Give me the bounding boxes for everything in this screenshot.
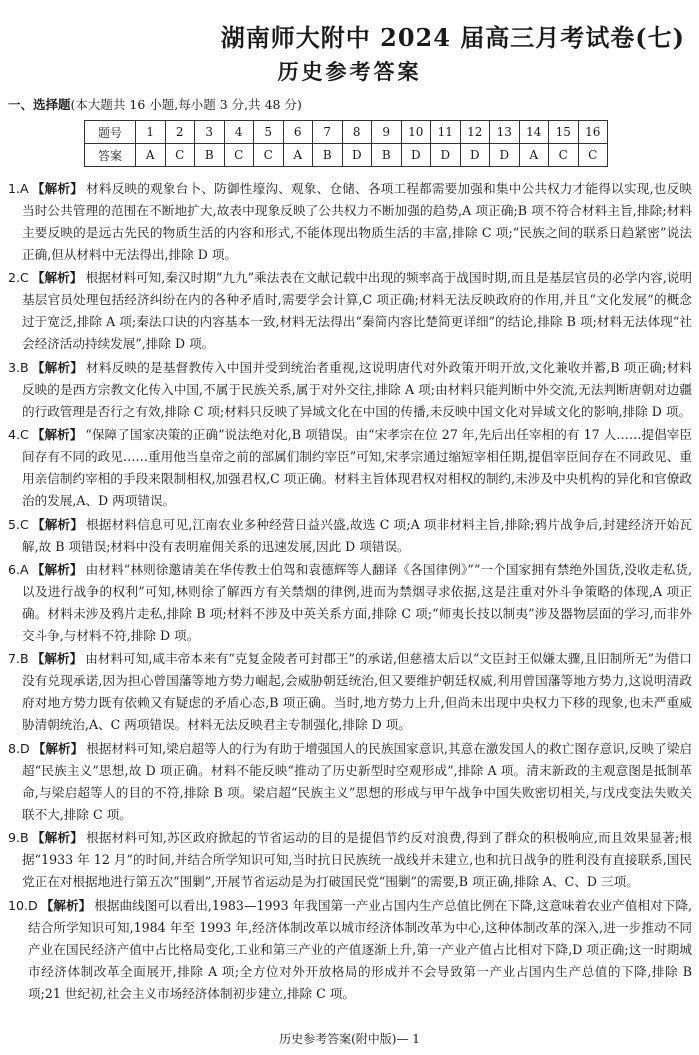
analysis-tag: 【解析】 bbox=[31, 359, 84, 375]
analysis-tag: 【解析】 bbox=[31, 651, 83, 667]
table-cell-answer: A bbox=[283, 144, 313, 167]
table-cell-answer: C bbox=[224, 144, 254, 167]
table-cell-answer: D bbox=[342, 144, 372, 167]
item-text: 根据材料可知,梁启超等人的行为有助于增强国人的民族国家意识,其意在激发国人的救亡图存意识,反映了梁启超“民族主义”思想,故 D 项正确。材料不能反映“推动了历史新型时空观形成”,排除 A 项。清末新政的主观意图是抵制革命,与梁启超等人的目的不符,排除 B 项。梁启超“民族主义”思想的形成与甲午战争中国失败密切相关,与戊戌变法失败关联不大,排除 C 项。 bbox=[22, 740, 692, 822]
list-item bbox=[8, 424, 692, 512]
item-text: 根据材料信息可见,江南农业多种经营日益兴盛,故选 C 项;A 项非材料主旨,排除;鸦片战争后,封建经济开始瓦解,故 B 项错误;材料中没有表明雇佣关系的迅速发展,因此 D 项错误。 bbox=[22, 516, 692, 554]
table-cell-answer: D bbox=[490, 144, 520, 167]
analysis-tag: 【解析】 bbox=[40, 897, 92, 913]
table-cell-number: 11 bbox=[431, 121, 461, 144]
table-cell-number: 5 bbox=[254, 121, 284, 144]
table-cell-answer: B bbox=[195, 144, 225, 167]
item-number: 9.B bbox=[8, 830, 29, 846]
page-title: 历史参考答案 bbox=[277, 59, 422, 84]
item-number: 10.D bbox=[8, 897, 38, 913]
item-text: 根据材料可知,苏区政府掀起的节省运动的目的是提倡节约反对浪费,得到了群众的积极响应,而且效果显著;根据“1933 年 12 月”的时间,并结合所学知识可知,当时抗日民族统一战线并未建立,也和抗日战争的胜利没有直接联系,国民党正在对根据地进行第五次“围剿”,开展节省运动是为打破国民党“围剿”的需要,B 项正确,排除 A、C、D 三项。 bbox=[22, 830, 692, 890]
table-cell-answer: D bbox=[401, 144, 431, 167]
item-number: 7.B bbox=[8, 651, 29, 667]
item-text: 材料反映的是基督教传入中国并受到统治者重视,这说明唐代对外政策开明开放,文化兼收并蓄,B 项正确;材料反映的是西方宗教文化传入中国,不属于民族关系,属于对外交往,排除 A 项;由材料只能判断中外交流,无法判断唐朝对边疆的行政管理是否行之有效,排除 C 项;材料只反映了异域文化在中国的传播,未反映中国文化对异域文化的影响,排除 D 项。 bbox=[22, 359, 692, 419]
table-cell-answer: B bbox=[372, 144, 402, 167]
analysis-tag: 【解析】 bbox=[31, 427, 83, 443]
item-text: 由材料可知,咸丰帝本来有“克复金陵者可封郡王”的承诺,但慈禧太后以“文臣封王似嫌太骤,且旧制所无”为借口没有兑现承诺,因为担心曾国藩等地方势力崛起,会威胁朝廷统治,但又要维护朝廷权威,利用曾国藩等地方势力,这说明清政府对地方势力既有依赖又有疑虑的矛盾心态,B 项正确。当时,地方势力上升,但尚未出现中央权力下移的现象,也未严重威胁清朝统治,A、C 两项错误。材料无法反映君主专制强化,排除 D 项。 bbox=[22, 651, 693, 733]
section-heading bbox=[8, 95, 302, 113]
item-number: 2.C bbox=[8, 270, 29, 286]
table-cell-number: 14 bbox=[519, 121, 549, 144]
table-cell-answer: D bbox=[460, 144, 490, 167]
analysis-tag: 【解析】 bbox=[31, 561, 83, 577]
table-cell-answer: C bbox=[578, 144, 608, 167]
list-item bbox=[8, 267, 692, 355]
table-cell-number: 12 bbox=[460, 121, 490, 144]
table-cell-number: 2 bbox=[165, 121, 195, 144]
item-number: 3.B bbox=[8, 359, 29, 375]
table-cell-answer: D bbox=[431, 144, 461, 167]
answer-table bbox=[84, 120, 608, 167]
table-cell-number: 9 bbox=[372, 121, 402, 144]
list-item bbox=[8, 178, 692, 266]
item-number: 5.C bbox=[8, 516, 29, 532]
list-item bbox=[8, 559, 692, 647]
item-number: 6.A bbox=[8, 561, 29, 577]
row-label-question: 题号 bbox=[85, 121, 136, 144]
table-cell-answer: B bbox=[313, 144, 343, 167]
analysis-tag: 【解析】 bbox=[31, 516, 84, 532]
analysis-tag: 【解析】 bbox=[31, 830, 84, 846]
analysis-tag: 【解析】 bbox=[31, 181, 84, 196]
table-cell-number: 1 bbox=[136, 121, 166, 144]
list-item bbox=[8, 827, 692, 893]
item-text: “保障了国家决策的正确”说法绝对化,B 项错误。由“宋孝宗在位 27 年,先后出任宰相的有 17 人……提倡宰臣间存有不同的政见……重用他当皇帝之前的部属们制约宰臣”可知,宋孝宗通过缩短宰相任期,提倡宰臣间存在不同政见、重用亲信制约宰相的手段来限制相权,加强君权,C 项正确。材料主旨体现君权对相权的制约,未涉及中央机构的异化和官僚政治的发展,A、D 两项错误。 bbox=[22, 427, 692, 509]
table-cell-number: 15 bbox=[549, 121, 579, 144]
table-cell-answer: C bbox=[254, 144, 284, 167]
item-text: 材料反映的观象台卜、防御性壕沟、观象、仓储、各项工程都需要加强和集中公共权力才能得以实现,也反映当时公共管理的范围在不断地扩大,故表中现象反映了公共权力不断加强的趋势,A 项正确;B 项不符合材料主旨,排除;材料主要反映的是远古先民的物质生活的内容和形式,不能体现出物质生活的丰富,排除 C 项;“民族之间的联系日趋紧密”说法正确,但从材料中无法得出,排除 D 项。 bbox=[22, 181, 693, 262]
explanation-list bbox=[8, 178, 692, 1006]
list-item bbox=[8, 738, 692, 826]
question-number-row bbox=[85, 121, 608, 144]
exam-title: 湖南师大附中 2024 届高三月考试卷(七) bbox=[220, 23, 685, 52]
item-text: 由材料“林则徐邀请美在华传教士伯驾和袁德辉等人翻译《各国律例》”“一个国家拥有禁绝外国货,没收走私货,以及进行战争的权利”可知,林则徐了解西方有关禁烟的律例,进而为禁烟寻求依据,这是注重对外斗争策略的体现,A 项正确。材料未涉及鸦片走私,排除 B 项;材料不涉及中英关系方面,排除 C 项;“师夷长技以制夷”涉及器物层面的学习,而非外交斗争,与材料不符,排除 D 项。 bbox=[22, 561, 693, 643]
table-cell-number: 10 bbox=[401, 121, 431, 144]
table-cell-number: 7 bbox=[313, 121, 343, 144]
page-footer: 历史参考答案(附中版)— 1 bbox=[279, 1032, 420, 1046]
table-cell-number: 16 bbox=[578, 121, 608, 144]
table-cell-answer: A bbox=[519, 144, 549, 167]
table-cell-number: 6 bbox=[283, 121, 313, 144]
list-item bbox=[8, 514, 692, 558]
analysis-tag: 【解析】 bbox=[31, 270, 83, 286]
table-cell-number: 13 bbox=[490, 121, 520, 144]
answer-row bbox=[85, 144, 608, 167]
analysis-tag: 【解析】 bbox=[32, 740, 84, 756]
section-note: (本大题共 16 小题,每小题 3 分,共 48 分) bbox=[70, 97, 302, 112]
table-cell-number: 4 bbox=[224, 121, 254, 144]
item-text: 根据曲线图可以看出,1983—1993 年我国第一产业占国内生产总值比例在下降,这意味着农业产值相对下降,结合所学知识可知,1984 年至 1993 年,经济体制改革以城市经济体制改革为中心,这种体制改革的深入,进一步推动不同产业在国民经济产值中占比格局变化,工业和第三产业的产值逐渐上升,第一产业产值占比相对下降,D 项正确;这一时期城市经济体制改革全面展开,排除 A 项;全方位对外开放格局的形成并不会导致第一产业占国内生产总值的下降,排除 B 项;21 世纪初,社会主义市场经济体制初步建立,排除 C 项。 bbox=[28, 897, 692, 1001]
item-text: 根据材料可知,秦汉时期“九九”乘法表在文献记载中出现的频率高于战国时期,而且是基层官员的必学内容,说明基层官员处理包括经济纠纷在内的各种矛盾时,需要学会计算,C 项正确;材料无法反映政府的作用,并且“文化发展”的概念过于宽泛,排除 A 项;秦法口诀的内容基本一致,材料无法得出“秦简内容比楚简更详细”的结论,排除 B 项;材料无法体现“社会经济活动持续发展”,排除 D 项。 bbox=[22, 270, 693, 352]
list-item bbox=[8, 357, 692, 423]
table-cell-number: 8 bbox=[342, 121, 372, 144]
table-cell-number: 3 bbox=[195, 121, 225, 144]
item-number: 4.C bbox=[8, 427, 29, 443]
list-item bbox=[8, 895, 692, 1005]
table-cell-answer: C bbox=[549, 144, 579, 167]
row-label-answer: 答案 bbox=[85, 144, 136, 167]
item-number: 1.A bbox=[8, 181, 29, 196]
table-cell-answer: C bbox=[165, 144, 195, 167]
item-number: 8.D bbox=[8, 740, 30, 756]
section-label: 一、选择题 bbox=[8, 97, 71, 112]
list-item bbox=[8, 648, 692, 736]
table-cell-answer: A bbox=[136, 144, 166, 167]
